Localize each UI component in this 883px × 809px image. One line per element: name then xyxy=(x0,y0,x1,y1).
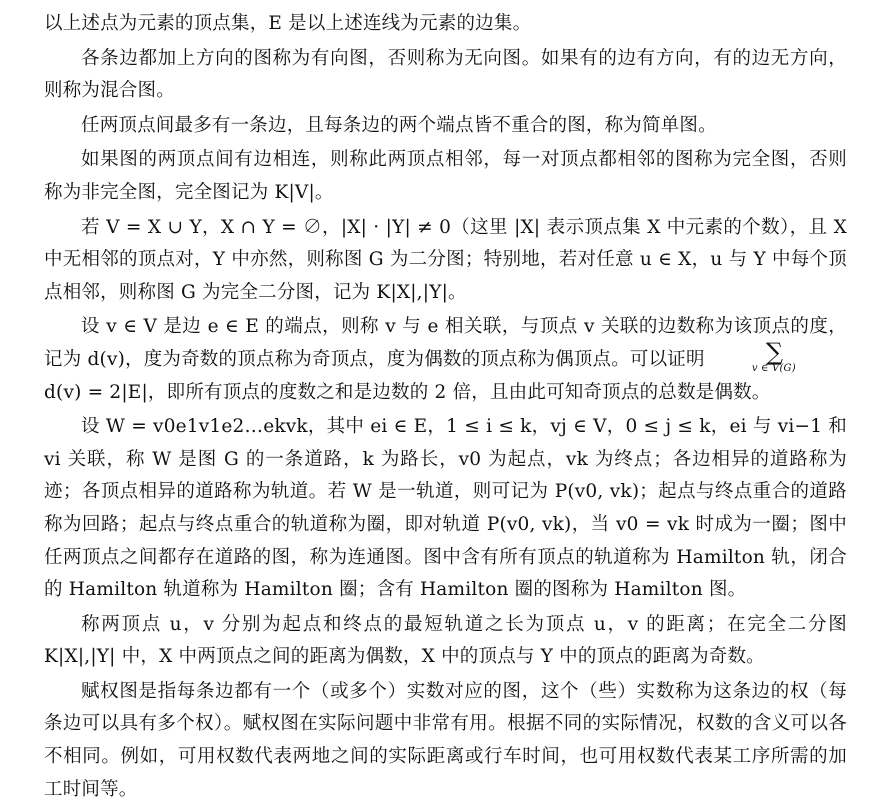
paragraph-weighted-graph: 赋权图是指每条边都有一个（或多个）实数对应的图，这个（些）实数称为这条边的权（每条边可以具有多个权）。赋权图在实际问题中非常有用。根据不同的实际情况，权数的含义可以各不相同。例如，可用权数代表两地之间的实际距离或行车时间，也可用权数代表某工序所需的加工时间等。 xyxy=(44,680,847,800)
paragraph-path-definitions: 设 W = v0e1v1e2…ekvk，其中 ei ∈ E，1 ≤ i ≤ k，vj ∈ V，0 ≤ j ≤ k，ei 与 vi−1 和 vi 关联，称 W 是图 G 的一条道路，k 为路长，v0 为起点，vk 为终点；各边相异的道路称为迹；各顶点相异的道路称为轨道。若 W 是一轨道，则可记为 P(v0, vk)；起点与终点重合的道路称为回路；起点与终点重合的轨道称为圈，即对轨道 P(v0, vk)，当 v0 = vk 时成为一圈；图中任两顶点之间都存在道路的图，称为连通图。图中含有所有顶点的轨道称为 Hamilton 轨，闭合的 Hamilton 轨道称为 Hamilton 圈；含有 Hamilton 圈的图称为 Hamilton 图。 xyxy=(44,416,847,601)
paragraph-distance: 称两顶点 u，v 分别为起点和终点的最短轨道之长为顶点 u，v 的距离；在完全二分图 K|X|,|Y| 中，X 中两顶点之间的距离为偶数，X 中的顶点与 Y 中的顶点的距离为奇数。 xyxy=(44,613,847,668)
summation-index: v ∈ V(G) xyxy=(751,362,796,374)
paragraph-simple-graph: 任两顶点间最多有一条边，且每条边的两个端点皆不重合的图，称为简单图。 xyxy=(81,114,717,136)
paragraph-complete-graph: 如果图的两顶点间有边相连，则称此两顶点相邻，每一对顶点都相邻的图称为完全图，否则称为非完全图，完全图记为 K|V|。 xyxy=(44,149,847,203)
summation-formula xyxy=(711,337,796,374)
paragraph-bipartite-graph: 若 V = X ∪ Y，X ∩ Y = ∅，|X| · |Y| ≠ 0（这里 |X| 表示顶点集 X 中元素的个数），且 X 中无相邻的顶点对，Y 中亦然，则称图 G 为二分图；特别地，若对任意 u ∈ X，u 与 Y 中每个顶点相邻，则称图 G 为完全二分图，记为 K|X|,|Y|。 xyxy=(44,216,847,303)
paragraph-degree-sum: d(v) = 2|E|，即所有顶点的度数之和是边数的 2 倍，且由此可知奇顶点的总数是偶数。 xyxy=(44,381,771,403)
degree-text: 设 v ∈ V 是边 e ∈ E 的端点，则称 v 与 e 相关联，与顶点 v 关联的边数称为该顶点的度，记为 d(v)，度为奇数的顶点称为奇顶点，度为偶数的顶点称为偶顶点。可以证明 xyxy=(44,316,847,370)
paragraph-directed-graph: 各条边都加上方向的图称为有向图，否则称为无向图。如果有的边有方向，有的边无方向，则称为混合图。 xyxy=(44,47,847,102)
summation-sigma: ∑ xyxy=(765,337,784,366)
paragraph-vertex-edge-sets: 以上述点为元素的顶点集，E 是以上述连线为元素的边集。 xyxy=(44,13,532,34)
paragraph-vertex-degree xyxy=(44,311,847,376)
